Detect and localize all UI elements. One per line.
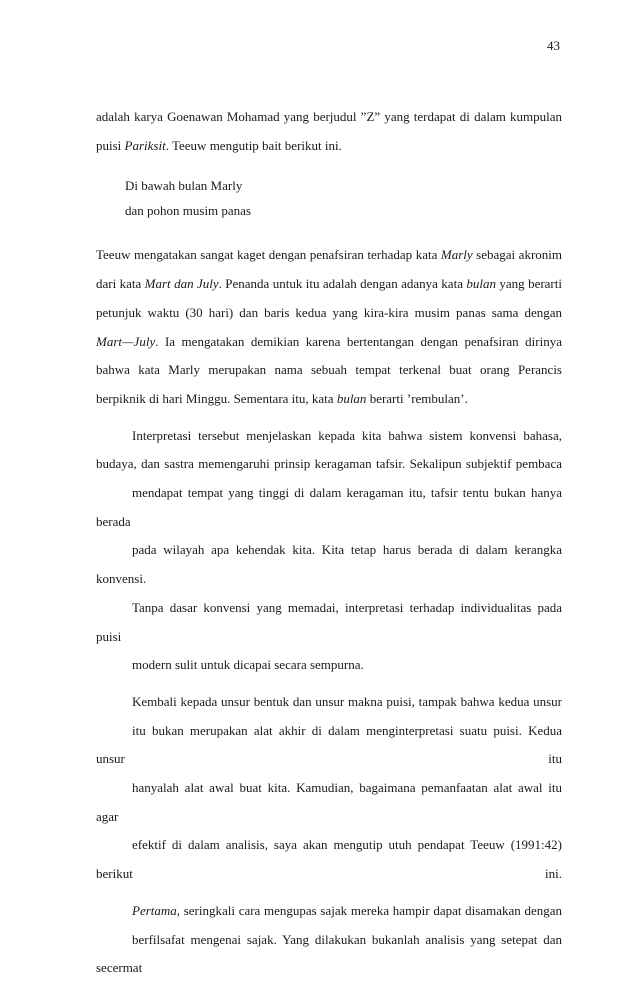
text-run: sebagai akronim — [472, 247, 562, 263]
text-line: budaya, dan sastra memengaruhi prinsip keragaman tafsir. Sekalipun subjektif pembaca — [96, 456, 562, 472]
italic-term: bulan — [466, 276, 496, 292]
text-line — [96, 385, 562, 414]
text-line: bahwa kata Marly merupakan nama sebuah tempat terkenal buat orang Perancis — [96, 362, 562, 378]
text-run: yang berarti — [496, 276, 562, 292]
text-line: petunjuk waktu (30 hari) dan baris kedua yang kira-kira musim panas sama dengan — [96, 304, 562, 320]
text-run: . Ia mengatakan demikian karena bertentangan dengan penafsiran dirinya — [155, 333, 562, 349]
text-line: hanyalah alat awal buat kita. Kamudian, bagaimana pemanfaatan alat awal itu agar — [96, 780, 562, 824]
verse-line: dan pohon musim panas — [125, 203, 252, 219]
text-line: mendapat tempat yang tinggi di dalam keragaman itu, tafsir tentu bukan hanya berada — [96, 485, 562, 529]
text-run: berarti ’rembulan’. — [366, 390, 468, 406]
italic-term: Pariksit — [124, 137, 166, 153]
text-run: , seringkali cara mengupas sajak mereka hampir dapat disamakan dengan — [176, 902, 562, 918]
text-line: Interpretasi tersebut menjelaskan kepada kita bahwa sistem konvensi bahasa, — [132, 427, 562, 443]
text-line: modern sulit untuk dicapai secara sempurna. — [132, 657, 364, 673]
text-line: Tanpa dasar konvensi yang memadai, interpretasi terhadap individualitas pada puisi — [96, 599, 562, 644]
text-line: pada wilayah apa kehendak kita. Kita tetap harus berada di dalam kerangka konvensi. — [96, 542, 562, 587]
text-line: itu bukan merupakan alat akhir di dalam menginterpretasi suatu puisi. Kedua unsur itu — [96, 722, 562, 767]
text-line — [96, 897, 562, 926]
body-text — [96, 103, 562, 983]
italic-term: Pertama — [132, 902, 177, 918]
italic-term: bulan — [336, 390, 367, 406]
text-line: Kembali kepada unsur bentuk dan unsur makna puisi, tampak bahwa kedua unsur — [132, 693, 562, 709]
paragraph-2 — [96, 241, 562, 413]
text-run: puisi — [96, 137, 125, 153]
text-run: dari kata — [96, 276, 145, 292]
text-line: efektif di dalam analisis, saya akan mengutip utuh pendapat Teeuw (1991:42) berikut ini. — [96, 837, 562, 882]
text-line — [96, 328, 562, 357]
text-line: adalah karya Goenawan Mohamad yang berjudul ”Z” yang terdapat di dalam kumpulan — [96, 109, 562, 124]
verse-line: Di bawah bulan Marly — [125, 178, 243, 194]
paragraph-4 — [96, 688, 562, 889]
paragraph-3 — [96, 422, 562, 680]
text-run: . Penanda untuk itu adalah dengan adanya kata — [218, 276, 467, 292]
quoted-verse — [125, 173, 562, 223]
italic-term: Mart dan July — [144, 276, 219, 292]
page-number: 43 — [547, 38, 560, 53]
paragraph-5 — [96, 897, 562, 983]
text-line — [96, 241, 562, 270]
text-line — [96, 270, 562, 299]
text-run: . Teeuw mengutip bait berikut ini. — [165, 137, 342, 153]
paragraph-1 — [96, 103, 562, 160]
italic-term: Marly — [440, 247, 473, 263]
text-run: berpiknik di hari Minggu. Sementara itu, kata — [96, 390, 337, 406]
italic-term: Mart—July — [96, 333, 156, 349]
text-run: Teeuw mengatakan sangat kaget dengan penafsiran terhadap kata — [96, 247, 441, 263]
text-line: berfilsafat mengenai sajak. Yang dilakukan bukanlah analisis yang setepat dan secermat — [96, 931, 562, 976]
text-line — [96, 132, 562, 161]
